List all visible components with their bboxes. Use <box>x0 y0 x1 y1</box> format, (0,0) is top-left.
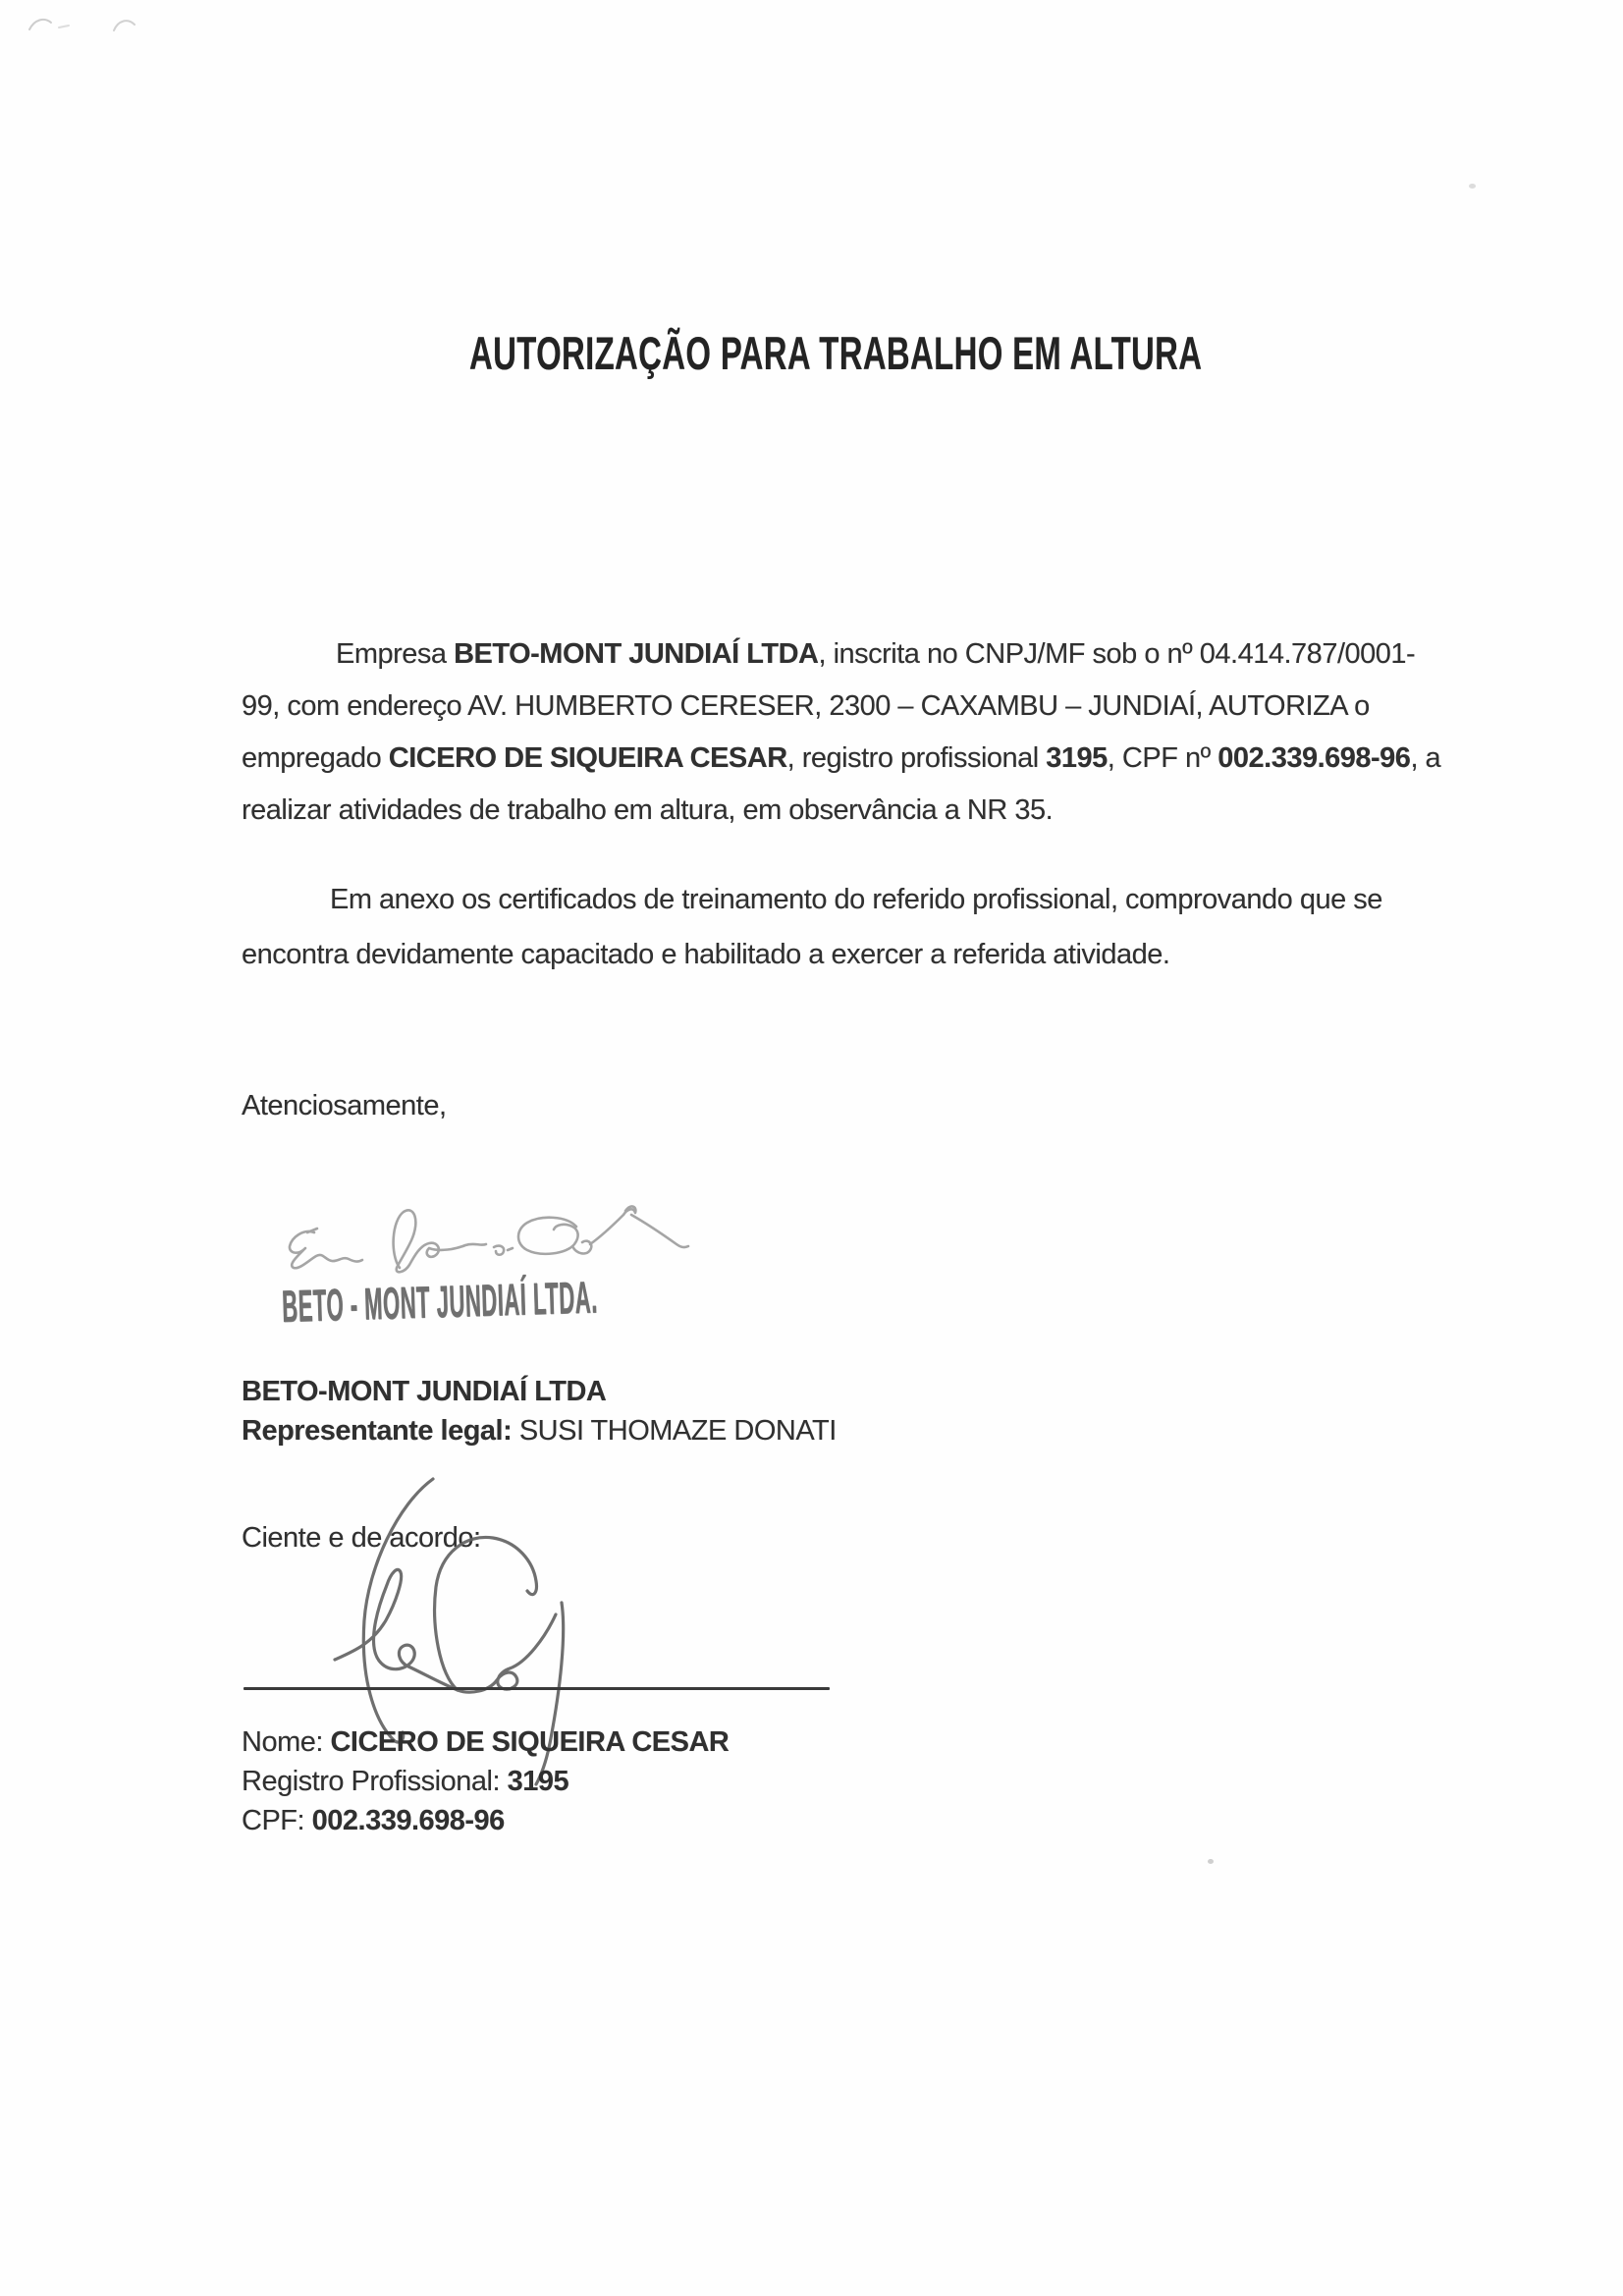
text-line <box>242 629 1440 681</box>
paragraph-authorization <box>242 629 1440 837</box>
signee-info-block <box>242 1722 729 1840</box>
text-segment: encontra devidamente capacitado e habilitado a exercer a referida atividade. <box>242 939 1170 970</box>
text-line <box>242 872 1382 927</box>
text-segment: Empresa <box>336 638 455 670</box>
text-line <box>242 733 1440 785</box>
text-segment-bold: Representante legal: <box>242 1415 519 1447</box>
text-segment-bold: CICERO DE SIQUEIRA CESAR <box>388 742 787 774</box>
text-line <box>242 785 1440 837</box>
acknowledgement-label: Ciente e de acordo: <box>242 1522 481 1554</box>
company-representative-signature <box>260 1183 692 1282</box>
company-signature-block <box>242 1372 837 1450</box>
text-segment-bold: BETO-MONT JUNDIAÍ LTDA <box>454 638 819 670</box>
text-segment: Nome: <box>242 1726 331 1758</box>
scan-speck <box>1208 1859 1214 1864</box>
text-segment: , inscrita no CNPJ/MF sob o nº 04.414.787/0001- <box>818 638 1416 670</box>
text-segment: realizar atividades de trabalho em altura, em observância a NR 35. <box>242 794 1054 826</box>
text-segment-bold: BETO-MONT JUNDIAÍ LTDA <box>242 1376 607 1407</box>
text-line <box>242 1762 729 1801</box>
company-stamp: BETO - MONT JUNDIAÍ LTDA. <box>281 1271 599 1332</box>
text-segment: SUSI THOMAZE DONATI <box>518 1415 837 1447</box>
text-segment: empregado <box>242 742 389 774</box>
page-title: AUTORIZAÇÃO PARA TRABALHO EM ALTURA <box>469 327 1203 379</box>
text-segment: , CPF nº <box>1107 742 1218 774</box>
text-segment: 99, com endereço AV. HUMBERTO CERESER, 2300 – CAXAMBU – JUNDIAÍ, AUTORIZA o <box>242 690 1370 722</box>
text-line <box>242 1722 729 1762</box>
text-segment: Registro Profissional: <box>242 1766 508 1797</box>
text-segment-bold: 002.339.698-96 <box>1217 742 1411 774</box>
text-segment: CPF: <box>242 1805 312 1836</box>
text-segment-bold: 3195 <box>507 1766 569 1797</box>
text-segment: , a <box>1410 742 1441 774</box>
closing-salutation: Atenciosamente, <box>242 1090 447 1121</box>
scan-smudge <box>20 5 157 44</box>
text-line <box>242 1372 837 1411</box>
text-segment: Em anexo os certificados de treinamento do referido profissional, comprovando que se <box>330 884 1382 915</box>
scan-speck <box>1469 184 1476 189</box>
text-segment: , registro profissional <box>786 742 1047 774</box>
text-line <box>242 1801 729 1840</box>
text-segment-bold: 3195 <box>1046 742 1108 774</box>
signature-line <box>243 1687 830 1690</box>
text-segment-bold: CICERO DE SIQUEIRA CESAR <box>330 1726 730 1758</box>
text-line <box>242 927 1382 982</box>
paragraph-attachments <box>242 872 1382 982</box>
text-line <box>242 681 1440 733</box>
text-segment-bold: 002.339.698-96 <box>311 1805 505 1836</box>
